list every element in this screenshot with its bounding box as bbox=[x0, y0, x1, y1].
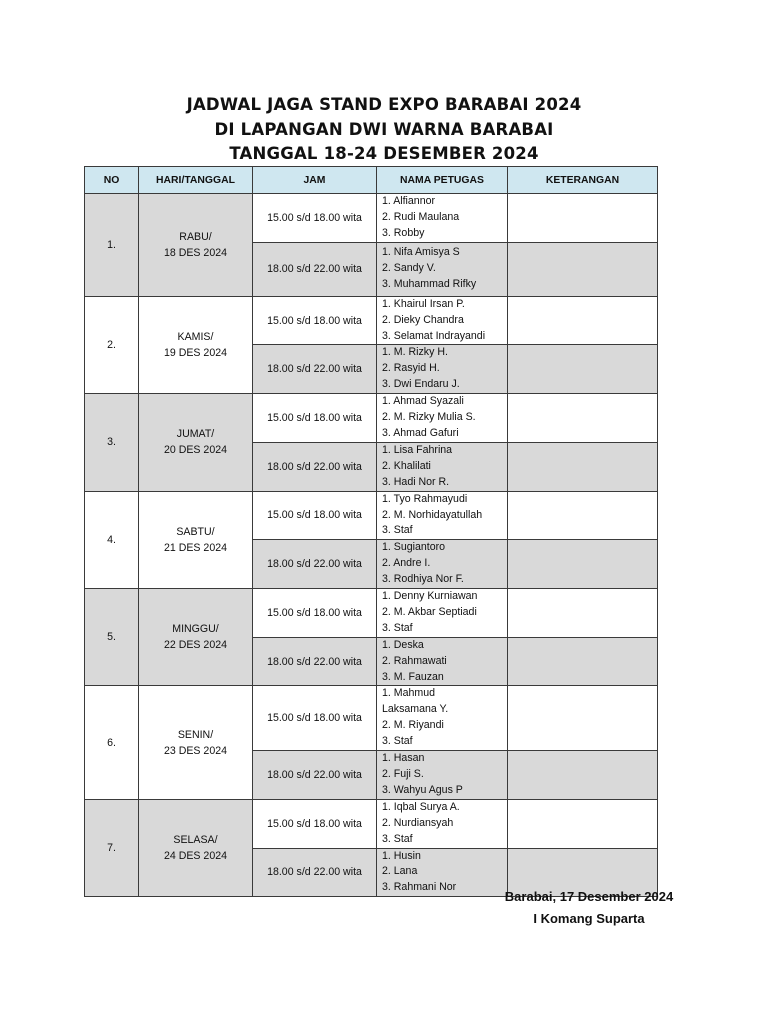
day-date: 20 DES 2024 bbox=[163, 444, 228, 457]
signatory-name: I Komang Suparta bbox=[533, 911, 645, 926]
day-name: SELASA/ bbox=[173, 834, 218, 847]
petugas-name: 2. Lana bbox=[382, 865, 418, 878]
title-line-1: JADWAL JAGA STAND EXPO BARABAI 2024 bbox=[186, 95, 582, 114]
cell-jam: 18.00 s/d 22.00 wita bbox=[253, 345, 377, 394]
header-hari-tanggal: HARI/TANGGAL bbox=[139, 167, 253, 194]
day-name: KAMIS/ bbox=[177, 330, 214, 343]
petugas-name: 1. Sugiantoro bbox=[382, 541, 446, 554]
petugas-name: 1. Iqbal Surya A. bbox=[382, 800, 460, 813]
header-nama-petugas: NAMA PETUGAS bbox=[377, 167, 508, 194]
cell-nama-petugas bbox=[377, 491, 508, 540]
cell-nama-petugas bbox=[377, 296, 508, 345]
petugas-name: 3. Staf bbox=[382, 621, 413, 634]
header-jam: JAM bbox=[253, 167, 377, 194]
cell-nama-petugas bbox=[377, 751, 508, 800]
cell-hari-tanggal bbox=[139, 491, 253, 588]
petugas-name: 2. Andre I. bbox=[382, 557, 431, 570]
cell-jam: 18.00 s/d 22.00 wita bbox=[253, 637, 377, 686]
petugas-name: 2. Rudi Maulana bbox=[382, 210, 460, 223]
cell-keterangan bbox=[508, 637, 658, 686]
cell-jam: 18.00 s/d 22.00 wita bbox=[253, 848, 377, 897]
petugas-name: 3. Hadi Nor R. bbox=[382, 475, 450, 488]
cell-jam: 18.00 s/d 22.00 wita bbox=[253, 540, 377, 589]
table-row bbox=[85, 194, 658, 243]
cell-jam: 15.00 s/d 18.00 wita bbox=[253, 394, 377, 443]
cell-nama-petugas bbox=[377, 589, 508, 638]
petugas-name: 1. Hasan bbox=[382, 752, 425, 765]
cell-jam: 18.00 s/d 22.00 wita bbox=[253, 242, 377, 296]
cell-jam: 15.00 s/d 18.00 wita bbox=[253, 686, 377, 751]
petugas-name: 2. Fuji S. bbox=[382, 768, 424, 780]
cell-keterangan bbox=[508, 194, 658, 243]
cell-keterangan bbox=[508, 345, 658, 394]
petugas-name: 1. Denny Kurniawan bbox=[382, 590, 478, 603]
title-line-3: TANGGAL 18-24 DESEMBER 2024 bbox=[229, 144, 539, 163]
cell-hari-tanggal bbox=[139, 799, 253, 896]
petugas-name: 2. M. Norhidayatullah bbox=[382, 508, 483, 521]
cell-nama-petugas bbox=[377, 637, 508, 686]
title-line-2: DI LAPANGAN DWI WARNA BARABAI bbox=[214, 119, 554, 139]
cell-nama-petugas bbox=[377, 194, 508, 243]
cell-jam: 18.00 s/d 22.00 wita bbox=[253, 751, 377, 800]
day-name: SABTU/ bbox=[176, 525, 215, 538]
petugas-name: 3. Wahyu Agus P bbox=[382, 783, 463, 796]
cell-nama-petugas bbox=[377, 394, 508, 443]
petugas-name: 1. Husin bbox=[382, 849, 421, 862]
cell-keterangan bbox=[508, 686, 658, 751]
cell-keterangan bbox=[508, 296, 658, 345]
cell-jam: 15.00 s/d 18.00 wita bbox=[253, 296, 377, 345]
petugas-name: 2. M. Akbar Septiadi bbox=[382, 605, 477, 618]
cell-nama-petugas bbox=[377, 686, 508, 751]
page-title bbox=[84, 93, 684, 167]
petugas-name: 3. Dwi Endaru J. bbox=[382, 378, 460, 391]
day-name: JUMAT/ bbox=[176, 428, 215, 441]
cell-no: 3. bbox=[85, 394, 139, 491]
petugas-name: 2. M. Riyandi bbox=[382, 719, 444, 732]
table-row bbox=[85, 799, 658, 848]
cell-keterangan bbox=[508, 799, 658, 848]
petugas-name: 3. Muhammad Rifky bbox=[382, 278, 477, 291]
day-name: MINGGU/ bbox=[172, 623, 219, 636]
cell-hari-tanggal bbox=[139, 296, 253, 393]
cell-nama-petugas bbox=[377, 799, 508, 848]
cell-hari-tanggal bbox=[139, 686, 253, 799]
table-row bbox=[85, 491, 658, 540]
cell-keterangan bbox=[508, 589, 658, 638]
petugas-name: 1. Tyo Rahmayudi bbox=[382, 492, 468, 505]
petugas-name: 3. Rahmani Nor bbox=[382, 881, 457, 894]
cell-no: 2. bbox=[85, 296, 139, 393]
petugas-name: 2. Sandy V. bbox=[382, 262, 436, 275]
cell-no: 1. bbox=[85, 194, 139, 297]
day-date: 21 DES 2024 bbox=[163, 541, 228, 554]
petugas-name: 3. Selamat Indrayandi bbox=[382, 329, 486, 342]
cell-no: 5. bbox=[85, 589, 139, 686]
header-no: NO bbox=[85, 167, 139, 194]
schedule-body bbox=[85, 194, 658, 897]
petugas-name: 1. Alfiannor bbox=[382, 195, 436, 207]
day-date: 19 DES 2024 bbox=[163, 346, 228, 359]
petugas-name: 3. M. Fauzan bbox=[382, 670, 444, 683]
petugas-name: 2. Rasyid H. bbox=[382, 362, 440, 375]
petugas-name: Laksamana Y. bbox=[382, 703, 449, 716]
day-name: SENIN/ bbox=[177, 728, 214, 741]
signature-block bbox=[480, 886, 698, 930]
petugas-name: 1. Mahmud bbox=[382, 687, 435, 700]
cell-hari-tanggal bbox=[139, 394, 253, 491]
cell-nama-petugas bbox=[377, 442, 508, 491]
petugas-name: 3. Staf bbox=[382, 832, 413, 845]
table-header-row bbox=[85, 167, 658, 194]
cell-nama-petugas bbox=[377, 540, 508, 589]
petugas-name: 1. Nifa Amisya S bbox=[382, 246, 460, 259]
petugas-name: 1. Deska bbox=[382, 638, 424, 651]
cell-no: 4. bbox=[85, 491, 139, 588]
petugas-name: 1. M. Rizky H. bbox=[382, 346, 448, 359]
cell-no: 6. bbox=[85, 686, 139, 799]
cell-no: 7. bbox=[85, 799, 139, 896]
petugas-name: 3. Staf bbox=[382, 524, 413, 537]
cell-jam: 15.00 s/d 18.00 wita bbox=[253, 491, 377, 540]
table-row bbox=[85, 686, 658, 751]
petugas-name: 3. Ahmad Gafuri bbox=[382, 426, 459, 439]
day-date: 22 DES 2024 bbox=[163, 639, 228, 652]
petugas-name: 1. Ahmad Syazali bbox=[382, 395, 464, 408]
petugas-name: 2. Khalilati bbox=[382, 459, 431, 472]
day-date: 24 DES 2024 bbox=[163, 850, 228, 863]
petugas-name: 1. Lisa Fahrina bbox=[382, 443, 453, 456]
cell-jam: 15.00 s/d 18.00 wita bbox=[253, 799, 377, 848]
cell-nama-petugas bbox=[377, 242, 508, 296]
cell-keterangan bbox=[508, 491, 658, 540]
header-keterangan: KETERANGAN bbox=[508, 167, 658, 194]
cell-keterangan bbox=[508, 751, 658, 800]
day-date: 23 DES 2024 bbox=[163, 744, 228, 757]
table-row bbox=[85, 394, 658, 443]
cell-keterangan bbox=[508, 442, 658, 491]
cell-nama-petugas bbox=[377, 345, 508, 394]
petugas-name: 2. Nurdiansyah bbox=[382, 816, 454, 829]
cell-hari-tanggal bbox=[139, 194, 253, 297]
petugas-name: 3. Rodhiya Nor F. bbox=[382, 573, 464, 586]
petugas-name: 1. Khairul Irsan P. bbox=[382, 297, 465, 310]
cell-keterangan bbox=[508, 394, 658, 443]
cell-keterangan bbox=[508, 540, 658, 589]
petugas-name: 2. M. Rizky Mulia S. bbox=[382, 411, 476, 424]
table-row bbox=[85, 589, 658, 638]
cell-jam: 18.00 s/d 22.00 wita bbox=[253, 442, 377, 491]
day-date: 18 DES 2024 bbox=[163, 246, 228, 259]
day-name: RABU/ bbox=[179, 230, 212, 243]
cell-jam: 15.00 s/d 18.00 wita bbox=[253, 194, 377, 243]
petugas-name: 2. Rahmawati bbox=[382, 654, 447, 667]
table-row bbox=[85, 296, 658, 345]
petugas-name: 3. Robby bbox=[382, 226, 425, 239]
petugas-name: 2. Dieky Chandra bbox=[382, 313, 464, 326]
cell-keterangan bbox=[508, 242, 658, 296]
schedule-table bbox=[84, 166, 658, 897]
place-date: Barabai, 17 Desember 2024 bbox=[504, 889, 674, 904]
petugas-name: 3. Staf bbox=[382, 735, 413, 748]
cell-jam: 15.00 s/d 18.00 wita bbox=[253, 589, 377, 638]
cell-hari-tanggal bbox=[139, 589, 253, 686]
